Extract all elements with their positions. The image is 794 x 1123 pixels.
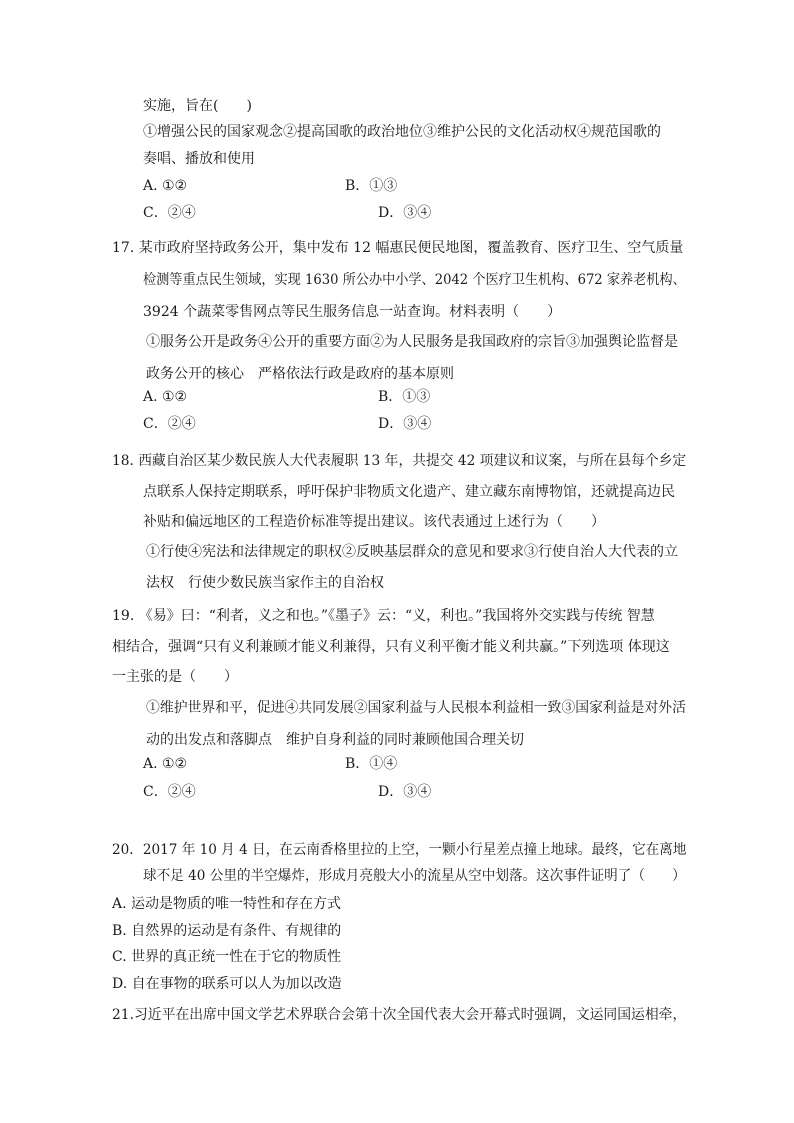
q20-option-a: A. 运动是物质的唯一特性和存在方式: [112, 896, 342, 912]
q18-stem-line2: 点联系人保持定期联系，呼吁保护非物质文化遗产、建立藏东南博物馆，还就提高边民: [143, 484, 675, 500]
q17-option-b: B．①③: [378, 389, 431, 405]
q16-option-d: D．③④: [378, 205, 432, 221]
q17-stem-line1: 17. 某市政府坚持政务公开，集中发布 12 幅惠民便民地图，覆盖教育、医疗卫生、空气质量: [112, 240, 684, 256]
q18-items-line1: ①行使④宪法和法律规定的职权②反映基层群众的意见和要求③行使自治人大代表的立: [146, 544, 678, 560]
q17-option-a: A. ①②: [143, 389, 188, 405]
q20-stem-line2: 球不足 40 公里的半空爆炸，形成月亮般大小的流星从空中划落。这次事件证明了（ ）: [143, 868, 686, 884]
q16-option-c: C．②④: [143, 205, 196, 221]
q16-option-b: B．①③: [345, 178, 398, 194]
q19-option-d: D．③④: [378, 784, 432, 800]
q17-items-line1: ①服务公开是政务④公开的重要方面②为人民服务是我国政府的宗旨③加强舆论监督是: [146, 334, 678, 350]
q19-items-line1: ①维护世界和平，促进④共同发展②国家利益与人民根本利益相一致③国家利益是对外活: [146, 700, 686, 716]
q19-stem-line1: 19. 《易》曰：“利者，义之和也。”《墨子》云：“义，利也。”我国将外交实践与传统 智慧: [112, 608, 655, 624]
q16-items-line1: ①增强公民的国家观念②提高国歌的政治地位③维护公民的文化活动权④规范国歌的: [143, 124, 661, 140]
q19-stem-line3: 一主张的是（ ）: [112, 669, 238, 685]
q19-option-b: B．①④: [345, 756, 398, 772]
q20-stem-line1: 20．2017 年 10 月 4 日，在云南香格里拉的上空，一颗小行星差点撞上地球。最终，它在离地: [112, 842, 687, 858]
q17-stem-line2: 检测等重点民生领域，实现 1630 所公办中小学、2042 个医疗卫生机构、672 家养老机构、: [143, 272, 686, 288]
q17-items-line2: 政务公开的核心 严格依法行政是政府的基本原则: [146, 366, 454, 382]
q18-stem-line1: 18. 西藏自治区某少数民族人大代表履职 13 年，共提交 42 项建议和议案，与所在县每个乡定: [112, 453, 687, 469]
q16-items-line2: 奏唱、播放和使用: [143, 151, 255, 167]
q21-stem-line1: 21.习近平在出席中国文学艺术界联合会第十次全国代表大会开幕式时强调，文运同国运相牵，: [112, 1007, 687, 1023]
q17-option-c: C．②④: [143, 416, 196, 432]
q19-stem-line2: 相结合，强调“只有义利兼顾才能义利兼得，只有义利平衡才能义利共赢。”下列选项 体现这: [112, 639, 670, 655]
q19-option-c: C．②④: [143, 784, 196, 800]
q19-items-line2: 动的出发点和落脚点 维护自身利益的同时兼顾他国合理关切: [146, 732, 524, 748]
q16-stem: 实施，旨在( ): [143, 98, 252, 114]
q19-option-a: A. ①②: [143, 756, 188, 772]
q17-stem-line3: 3924 个蔬菜零售网点等民生服务信息一站查询。材料表明（ ）: [143, 304, 562, 320]
q20-option-c: C. 世界的真正统一性在于它的物质性: [112, 949, 342, 965]
q17-option-d: D．③④: [378, 416, 432, 432]
q16-option-a: A. ①②: [143, 178, 188, 194]
q18-stem-line3: 补贴和偏远地区的工程造价标准等提出建议。该代表通过上述行为（ ）: [143, 514, 605, 530]
q20-option-b: B. 自然界的运动是有条件、有规律的: [112, 923, 342, 939]
q18-items-line2: 法权 行使少数民族当家作主的自治权: [146, 575, 384, 591]
q20-option-d: D. 自在事物的联系可以人为加以改造: [112, 976, 342, 992]
